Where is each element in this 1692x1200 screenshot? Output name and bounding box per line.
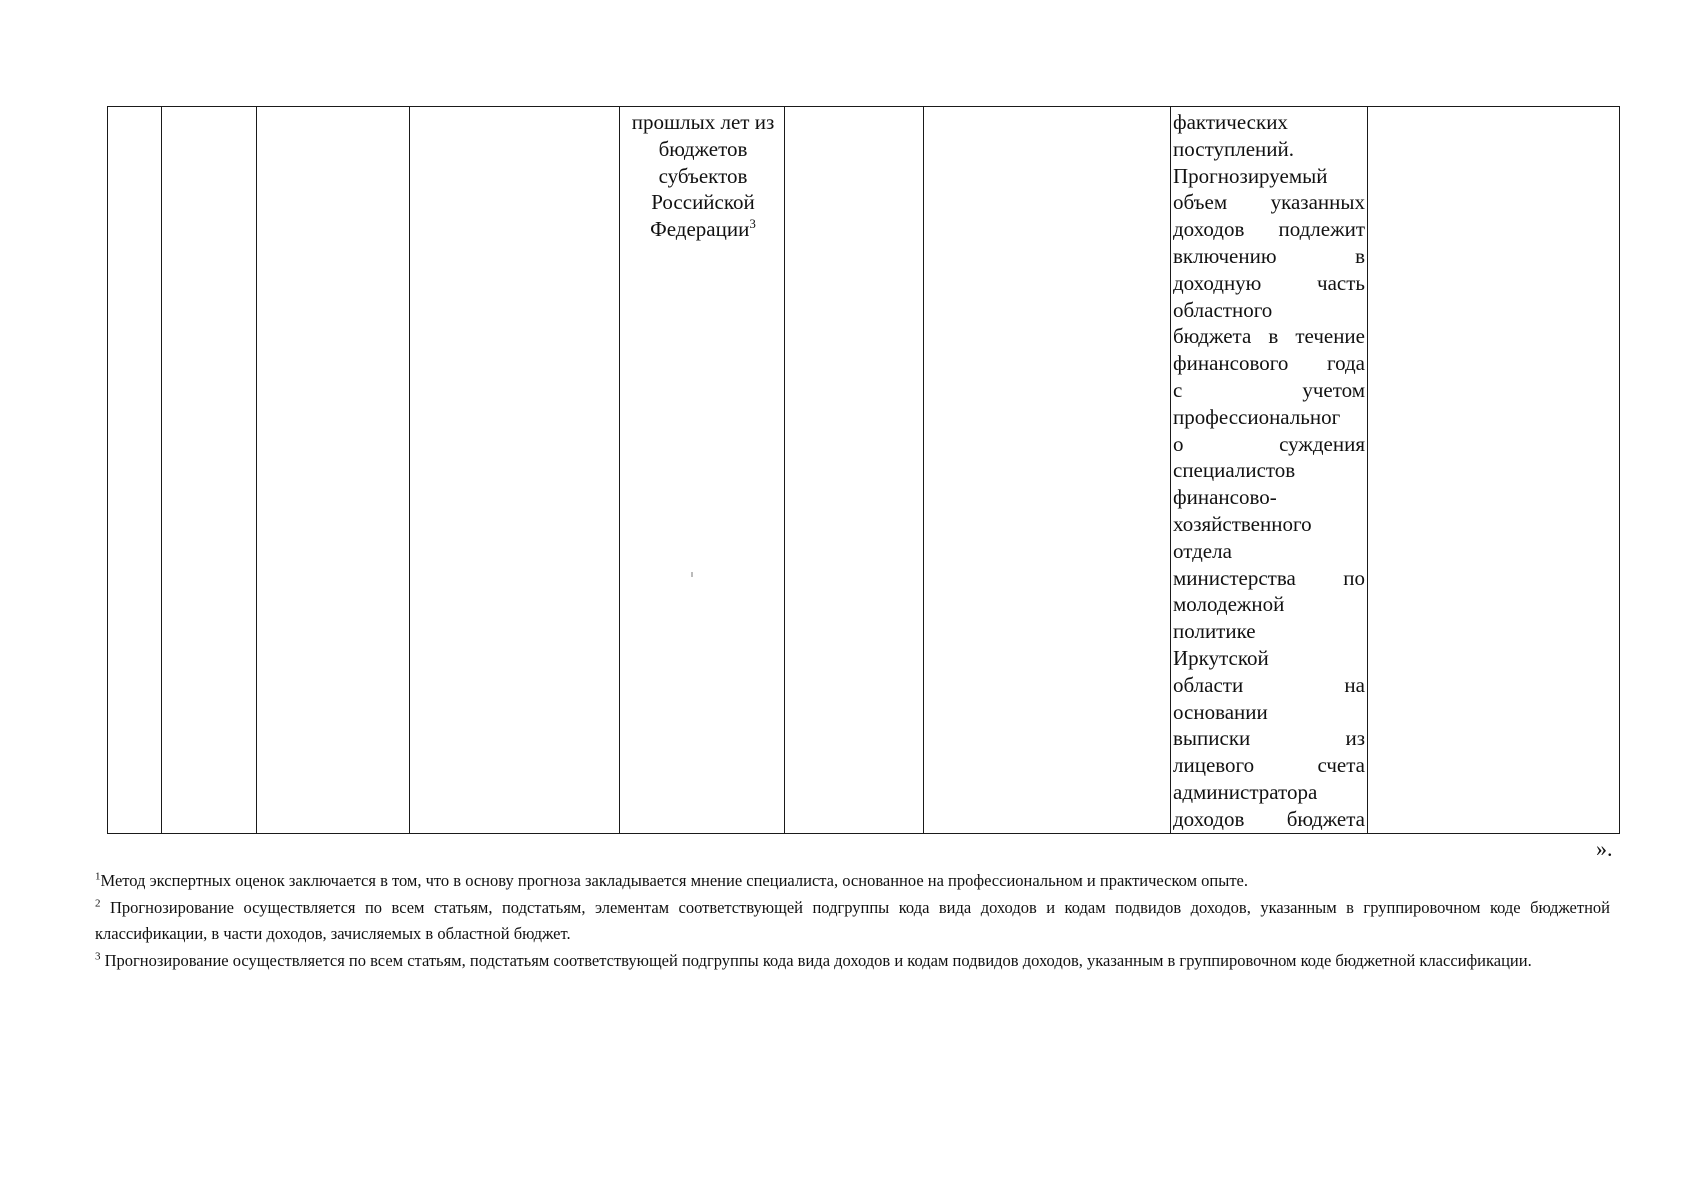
footnote-text: Метод экспертных оценок заключается в том, что в основу прогноза закладывается мнение специалиста, основанное на профессиональном и практическом опыте. (100, 871, 1248, 890)
cell-line: финансово- (1173, 485, 1277, 510)
table-cell-3 (257, 107, 410, 834)
cell-line: объем указанных (1173, 190, 1365, 215)
cell-line: отдела (1173, 538, 1232, 563)
cell-line: профессиональног (1173, 404, 1341, 429)
footnote-number: 1 (95, 870, 101, 883)
cell-line: доходов бюджета (1173, 806, 1365, 831)
footnote-2 (95, 895, 1610, 948)
cell-line: включению в (1173, 243, 1365, 268)
table-cell-1 (108, 107, 162, 834)
footnote-number: 3 (95, 950, 101, 962)
footnotes (95, 868, 1610, 974)
table-row (108, 107, 1620, 834)
scan-speck (691, 572, 693, 577)
footnote-3 (95, 948, 1610, 975)
cell-line: поступлений. (1173, 136, 1294, 161)
footnote-text: Прогнозирование осуществляется по всем статьям, подстатьям соответствующей подгруппы кода вида доходов и кодам подвидов доходов, указанным в группировочном коде бюджетной классификации. (104, 950, 1532, 970)
forecast-method-text (1171, 107, 1367, 833)
cell-line: областного (1173, 297, 1273, 322)
table-cell-8 (1171, 107, 1368, 834)
cell-line: Российской (651, 190, 755, 215)
cell-line: бюджетов (658, 136, 748, 161)
cell-line: бюджета в течение (1173, 324, 1365, 349)
cell-line: политике (1173, 619, 1256, 644)
cell-line: фактических (1173, 110, 1288, 134)
table-cell-4 (410, 107, 620, 834)
cell-line: хозяйственного (1173, 511, 1312, 536)
cell-line: Федерации$^3$ (650, 216, 756, 242)
cell-line: доходную часть (1173, 270, 1365, 295)
cell-line: Прогнозируемый (1173, 163, 1328, 188)
cell-line: молодежной (1173, 592, 1285, 617)
cell-line: выписки из (1173, 726, 1365, 751)
footnote-1 (95, 868, 1610, 895)
cell-line: администратора (1173, 779, 1318, 804)
cell-line: Иркутской (1173, 645, 1269, 670)
closing-quote: ». (1596, 836, 1613, 861)
cell-line: доходов подлежит (1173, 217, 1365, 242)
table-cell-7 (924, 107, 1171, 834)
cell-line: министерства по (1173, 565, 1365, 590)
cell-line: прошлых лет из (631, 110, 775, 134)
cell-line: субъектов (658, 163, 748, 188)
table-cell-2 (162, 107, 257, 834)
cell-line: специалистов (1173, 458, 1296, 483)
cell-line: с учетом (1173, 377, 1365, 402)
cell-line: основании (1173, 699, 1268, 724)
cell-line: лицевого счета (1173, 753, 1365, 778)
footnote-ref: 3 (749, 216, 756, 232)
table-cell-6 (785, 107, 924, 834)
revenue-forecast-table (107, 106, 1620, 834)
footnote-number: 2 (95, 897, 101, 909)
cell-line: финансового года (1173, 351, 1365, 376)
cell-line: о суждения (1173, 431, 1365, 456)
cell-line: области на (1173, 672, 1365, 697)
footnote-text: Прогнозирование осуществляется по всем статьям, подстатьям, элементам соответствующей подгруппы кода вида доходов и кодам подвидов доходов, указанным в группировочном коде бюджетной классификации, в части доходов, зачисляемых в областной бюджет. (95, 897, 1611, 943)
revenue-source-text (620, 107, 784, 243)
table-cell-5 (620, 107, 785, 834)
table-cell-9 (1368, 107, 1620, 834)
